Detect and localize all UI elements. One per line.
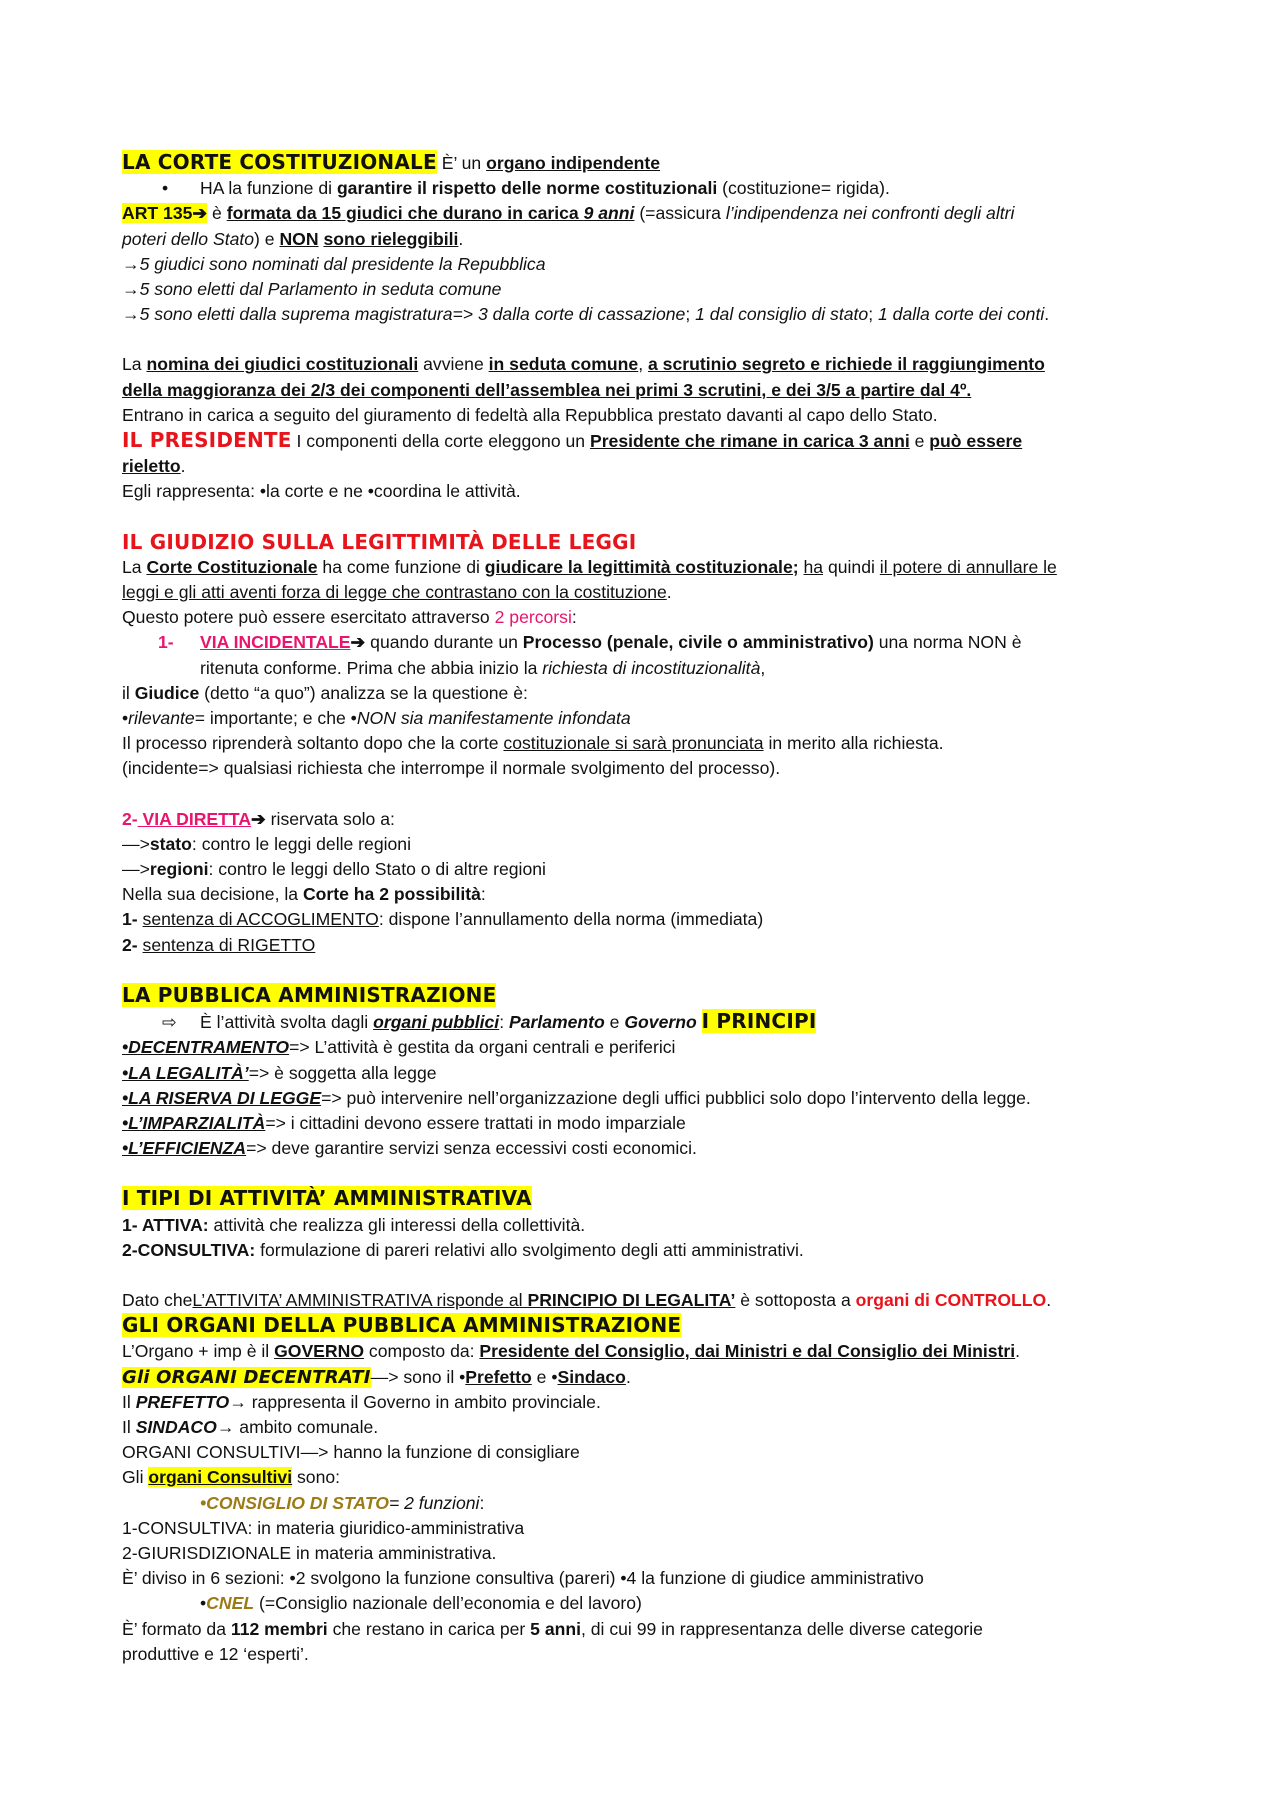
corte-bullet-line xyxy=(122,176,1180,201)
text-line xyxy=(122,933,1180,958)
corte-heading: LA CORTE COSTITUZIONALE xyxy=(122,150,437,174)
text: può essere xyxy=(929,431,1023,452)
principio-item xyxy=(122,1111,1180,1136)
text: Questo potere può essere esercitato attraverso xyxy=(122,607,495,628)
text: = importante; e che • xyxy=(194,708,357,729)
text: , xyxy=(638,354,648,375)
text: riservata solo a: xyxy=(265,808,395,829)
spacer xyxy=(122,1263,1180,1288)
text-line: della maggioranza dei 2/3 dei componenti dell’assemblea nei primi 3 scrutini, e dei 3/5 a partire dal 4º. xyxy=(122,379,972,400)
text: —> xyxy=(122,859,150,880)
text: il xyxy=(122,682,135,703)
text: sentenza di ACCOGLIMENTO xyxy=(142,909,379,930)
text: il potere di annullare le xyxy=(879,556,1057,577)
text-line xyxy=(122,1213,1180,1238)
text: 2- xyxy=(122,934,138,955)
text: → ambito comunale. xyxy=(216,1416,379,1437)
text-line xyxy=(122,1339,1180,1364)
text: VIA INCIDENTALE xyxy=(200,632,351,653)
text: 5 anni xyxy=(530,1618,581,1639)
pa-heading: LA PUBBLICA AMMINISTRAZIONE xyxy=(122,982,497,1007)
text: . xyxy=(180,456,186,477)
arrow-outline-icon: ⇨ xyxy=(162,1012,177,1033)
principio-item xyxy=(122,1086,1180,1111)
spacer xyxy=(122,958,1180,983)
text-line xyxy=(122,302,1180,327)
text: NON xyxy=(279,228,319,249)
text: —> xyxy=(122,833,150,854)
text: = 2 funzioni xyxy=(388,1492,480,1513)
text: leggi e gli atti aventi forza di legge che contrastano con la costituzione xyxy=(122,582,667,603)
spacer xyxy=(122,505,1180,530)
text-line xyxy=(122,1415,1180,1440)
organi-heading-line xyxy=(122,1313,1180,1339)
text-line: Entrano in carica a seguito del giuramento di fedeltà alla Repubblica prestato davanti al capo dello Stato. xyxy=(122,404,938,425)
text xyxy=(697,1012,702,1032)
text: => è soggetta alla legge xyxy=(248,1062,437,1083)
text: PRINCIPIO DI LEGALITA’ xyxy=(527,1289,736,1310)
text: . xyxy=(458,228,464,249)
text-line xyxy=(122,1288,1180,1313)
text: è sottoposta a xyxy=(735,1289,856,1310)
text: . xyxy=(1046,1289,1052,1310)
text: Gli xyxy=(122,1467,149,1488)
arrow-right-icon: ➔ xyxy=(192,203,208,224)
principio-item xyxy=(122,1061,1180,1086)
organo-indipendente: organo indipendente xyxy=(486,153,661,173)
organi-decentrati-heading: Gli ORGANI DECENTRATI xyxy=(122,1366,371,1388)
text: : dispone l’annullamento della norma (immediata) xyxy=(378,909,764,930)
text: Parlamento xyxy=(508,1012,605,1033)
text: ritenuta conforme. Prima che abbia inizio la xyxy=(200,657,543,678)
text: ; xyxy=(868,304,878,325)
text: . xyxy=(1044,304,1050,325)
text: ha come funzione di xyxy=(317,556,485,577)
text: : xyxy=(479,1492,485,1513)
text: l’indipendenza nei confronti degli altri xyxy=(725,203,1015,224)
text-line xyxy=(122,1238,1180,1263)
text: Il xyxy=(122,1391,136,1412)
text: È’ formato da xyxy=(122,1618,231,1639)
text-line: ORGANI CONSULTIVI—> hanno la funzione di consigliare xyxy=(122,1442,580,1463)
text: 112 membri xyxy=(230,1618,328,1639)
text: regioni xyxy=(149,859,209,880)
principio-item xyxy=(122,1035,1180,1060)
art-135-line xyxy=(122,201,1180,226)
arrow-right-icon: ➔ xyxy=(350,632,366,653)
text-line xyxy=(122,907,1180,932)
text: attività che realizza gli interessi della collettività. xyxy=(208,1214,586,1235)
text: Processo (penale, civile o amministrativo) xyxy=(522,632,874,653)
text: •DECENTRAMENTO xyxy=(122,1037,290,1058)
text: richiesta di incostituzionalità xyxy=(542,657,761,678)
text: 2-CONSULTIVA: xyxy=(122,1239,256,1260)
text: . xyxy=(625,1366,631,1387)
text-line xyxy=(122,882,1180,907)
text: I componenti della corte eleggono un xyxy=(291,431,590,452)
text-line: produttive e 12 ‘esperti’. xyxy=(122,1643,309,1664)
text: sono: xyxy=(292,1467,341,1488)
text: L’Organo + imp è il xyxy=(122,1341,275,1362)
text: rieletto xyxy=(122,456,181,477)
text: 9 anni xyxy=(583,203,635,224)
text: => può intervenire nell’organizzazione degli uffici pubblici solo dopo l’intervento della legge. xyxy=(321,1087,1031,1108)
text-line xyxy=(122,605,1180,630)
text: SINDACO xyxy=(135,1416,217,1437)
text-line xyxy=(122,352,1180,377)
text: —> sono il • xyxy=(370,1366,466,1387)
text: nomina dei giudici costituzionali xyxy=(146,354,419,375)
text-line xyxy=(122,706,1180,731)
text: in merito alla richiesta. xyxy=(763,733,944,754)
text-line xyxy=(122,227,1180,252)
text: CNEL xyxy=(206,1593,255,1614)
text: : xyxy=(571,607,577,628)
text: Presidente del Consiglio, dai Ministri e dal Consiglio dei Ministri xyxy=(479,1341,1016,1362)
text: giudicare la legittimità costituzionale; xyxy=(484,556,799,577)
text-line xyxy=(122,555,1180,580)
text: : contro le leggi delle regioni xyxy=(191,833,412,854)
principio-item xyxy=(122,1136,1180,1161)
tipi-heading-line xyxy=(122,1186,1180,1212)
text: garantire il rispetto delle norme costituzionali xyxy=(336,178,718,199)
spacer xyxy=(122,782,1180,807)
text: e • xyxy=(531,1366,558,1387)
text: •LA LEGALITÀ’ xyxy=(122,1062,249,1083)
text: Il processo riprenderà soltanto dopo che la corte xyxy=(122,733,504,754)
pa-heading-line xyxy=(122,983,1180,1009)
text-line xyxy=(122,681,1180,706)
text: → rappresenta il Governo in ambito provinciale. xyxy=(229,1391,601,1412)
corte-title-line xyxy=(122,150,1180,176)
text: => i cittadini devono essere trattati in modo imparziale xyxy=(265,1112,686,1133)
text: VIA DIRETTA xyxy=(137,808,252,829)
text: è xyxy=(207,203,227,224)
text: GOVERNO xyxy=(274,1341,365,1362)
text: => deve garantire servizi senza eccessivi costi economici. xyxy=(246,1138,697,1159)
spacer xyxy=(122,327,1180,352)
text: organi Consultivi xyxy=(148,1467,293,1488)
text-line: →5 giudici sono nominati dal presidente la Repubblica xyxy=(122,253,546,274)
text-line xyxy=(122,1491,1180,1516)
text: (detto “a quo”) analizza se la questione è: xyxy=(199,682,528,703)
text-line xyxy=(122,832,1180,857)
text: : xyxy=(480,884,486,905)
text-line xyxy=(122,1617,1180,1642)
text: (=Consiglio nazionale dell’economia e del lavoro) xyxy=(254,1593,642,1614)
arrow-right-icon: ➔ xyxy=(251,808,266,829)
text: Governo xyxy=(624,1012,697,1033)
list-number: 1- xyxy=(158,632,174,653)
giudizio-heading: IL GIUDIZIO SULLA LEGITTIMITÀ DELLE LEGGI xyxy=(122,529,637,554)
text: , di cui 99 in rappresentanza delle diverse categorie xyxy=(580,1618,983,1639)
text: →5 sono eletti dalla suprema magistratura=> 3 dalla corte di cassazione xyxy=(122,304,686,325)
text-line: →5 sono eletti dal Parlamento in seduta comune xyxy=(122,279,502,300)
text: PREFETTO xyxy=(135,1391,230,1412)
text: Sindaco xyxy=(557,1366,626,1387)
text: costituzionale si sarà pronunciata xyxy=(503,733,764,754)
text: 1- ATTIVA: xyxy=(122,1214,209,1235)
via-diretta-line xyxy=(122,807,1180,832)
organi-heading: GLI ORGANI DELLA PUBBLICA AMMINISTRAZIONE xyxy=(122,1313,682,1338)
text-line xyxy=(122,1365,1180,1390)
text-line xyxy=(122,656,1180,681)
text: formulazione di pareri relativi allo svolgimento degli atti amministrativi. xyxy=(255,1239,804,1260)
text-line xyxy=(122,1465,1180,1490)
text: Nella sua decisione, la xyxy=(122,884,303,905)
text: La xyxy=(122,354,147,375)
text: •CONSIGLIO DI STATO xyxy=(200,1492,389,1513)
text-line xyxy=(122,731,1180,756)
text: ) e xyxy=(254,228,280,249)
tipi-heading: I TIPI DI ATTIVITÀ’ AMMINISTRATIVA xyxy=(122,1186,532,1211)
text: => L’attività è gestita da organi centrali e periferici xyxy=(289,1037,676,1058)
text: organi di CONTROLLO xyxy=(855,1289,1047,1310)
text: NON sia manifestamente infondata xyxy=(356,708,631,729)
text: • xyxy=(200,1593,207,1614)
text-line xyxy=(122,1390,1180,1415)
text: formata da 15 giudici che durano in carica xyxy=(226,203,584,224)
via-incidentale-line xyxy=(122,630,1180,655)
text: •L’EFFICIENZA xyxy=(122,1138,247,1159)
text-line xyxy=(122,580,1180,605)
text: ha xyxy=(803,556,824,577)
text: Prefetto xyxy=(465,1366,532,1387)
pa-intro-line xyxy=(122,1009,1180,1035)
text: 2- xyxy=(122,808,138,829)
text: e xyxy=(604,1012,625,1033)
text: poteri dello Stato xyxy=(122,228,255,249)
text-line: 2-GIURISDIZIONALE in materia amministrativa. xyxy=(122,1542,497,1563)
text: : contro le leggi dello Stato o di altre regioni xyxy=(208,859,546,880)
spacer xyxy=(122,1161,1180,1186)
text: che restano in carica per xyxy=(327,1618,531,1639)
text: Il xyxy=(122,1416,136,1437)
text: quando durante un xyxy=(365,632,523,653)
text: 1 dalla corte dei conti xyxy=(878,304,1045,325)
text: •L’IMPARZIALITÀ xyxy=(122,1112,266,1133)
text: stato xyxy=(149,833,192,854)
text: e xyxy=(909,431,930,452)
text: • xyxy=(122,708,129,729)
text: . xyxy=(1015,1341,1021,1362)
text: Corte ha 2 possibilità xyxy=(302,884,481,905)
text-line: (incidente=> qualsiasi richiesta che interrompe il normale svolgimento del processo). xyxy=(122,758,781,779)
text: ; xyxy=(685,304,696,325)
text-line xyxy=(122,1591,1180,1616)
text: 1- xyxy=(122,909,138,930)
text: È l’attività svolta dagli xyxy=(200,1012,374,1033)
text: (costituzione= rigida). xyxy=(717,178,890,199)
bullet-icon: • xyxy=(162,178,169,199)
text-line: 1-CONSULTIVA: in materia giuridico-amministrativa xyxy=(122,1517,525,1538)
text-line xyxy=(122,857,1180,882)
text: La xyxy=(122,556,147,577)
text: 2 percorsi xyxy=(494,607,572,628)
text: , xyxy=(760,657,766,678)
text: HA la funzione di xyxy=(200,178,337,199)
text: (=assicura xyxy=(634,203,726,224)
text: rilevante xyxy=(128,708,195,729)
text: È’ un xyxy=(441,153,487,173)
text-line xyxy=(122,454,1180,479)
principi-heading: I PRINCIPI xyxy=(701,1009,817,1034)
presidente-heading: IL PRESIDENTE xyxy=(122,428,292,453)
text: sentenza di RIGETTO xyxy=(142,934,316,955)
text-line: È’ diviso in 6 sezioni: •2 svolgono la funzione consultiva (pareri) •4 la funzione di giudice amministrativo xyxy=(122,1568,924,1589)
text: . xyxy=(666,582,672,603)
text: composto da: xyxy=(364,1341,480,1362)
text: a scrutinio segreto e richiede il raggiungimento xyxy=(648,354,1045,375)
text: una norma NON è xyxy=(873,632,1022,653)
text: Giudice xyxy=(134,682,200,703)
text: in seduta comune xyxy=(488,354,639,375)
text: quindi xyxy=(823,556,880,577)
text-line: Egli rappresenta: •la corte e ne •coordina le attività. xyxy=(122,481,521,502)
text: sono rieleggibili xyxy=(323,228,459,249)
text: Dato che xyxy=(122,1289,193,1310)
art-135-label: ART 135 xyxy=(122,203,193,224)
text: : xyxy=(499,1012,509,1033)
text: organi pubblici xyxy=(373,1012,500,1033)
text: avviene xyxy=(418,354,489,375)
text: Corte Costituzionale xyxy=(146,556,318,577)
text: L’ATTIVITA’ AMMINISTRATIVA risponde al xyxy=(192,1289,528,1310)
presidente-line xyxy=(122,428,1180,454)
text: 1 dal consiglio di stato xyxy=(695,304,869,325)
text: •LA RISERVA DI LEGGE xyxy=(122,1087,322,1108)
text: Presidente che rimane in carica 3 anni xyxy=(589,431,910,452)
